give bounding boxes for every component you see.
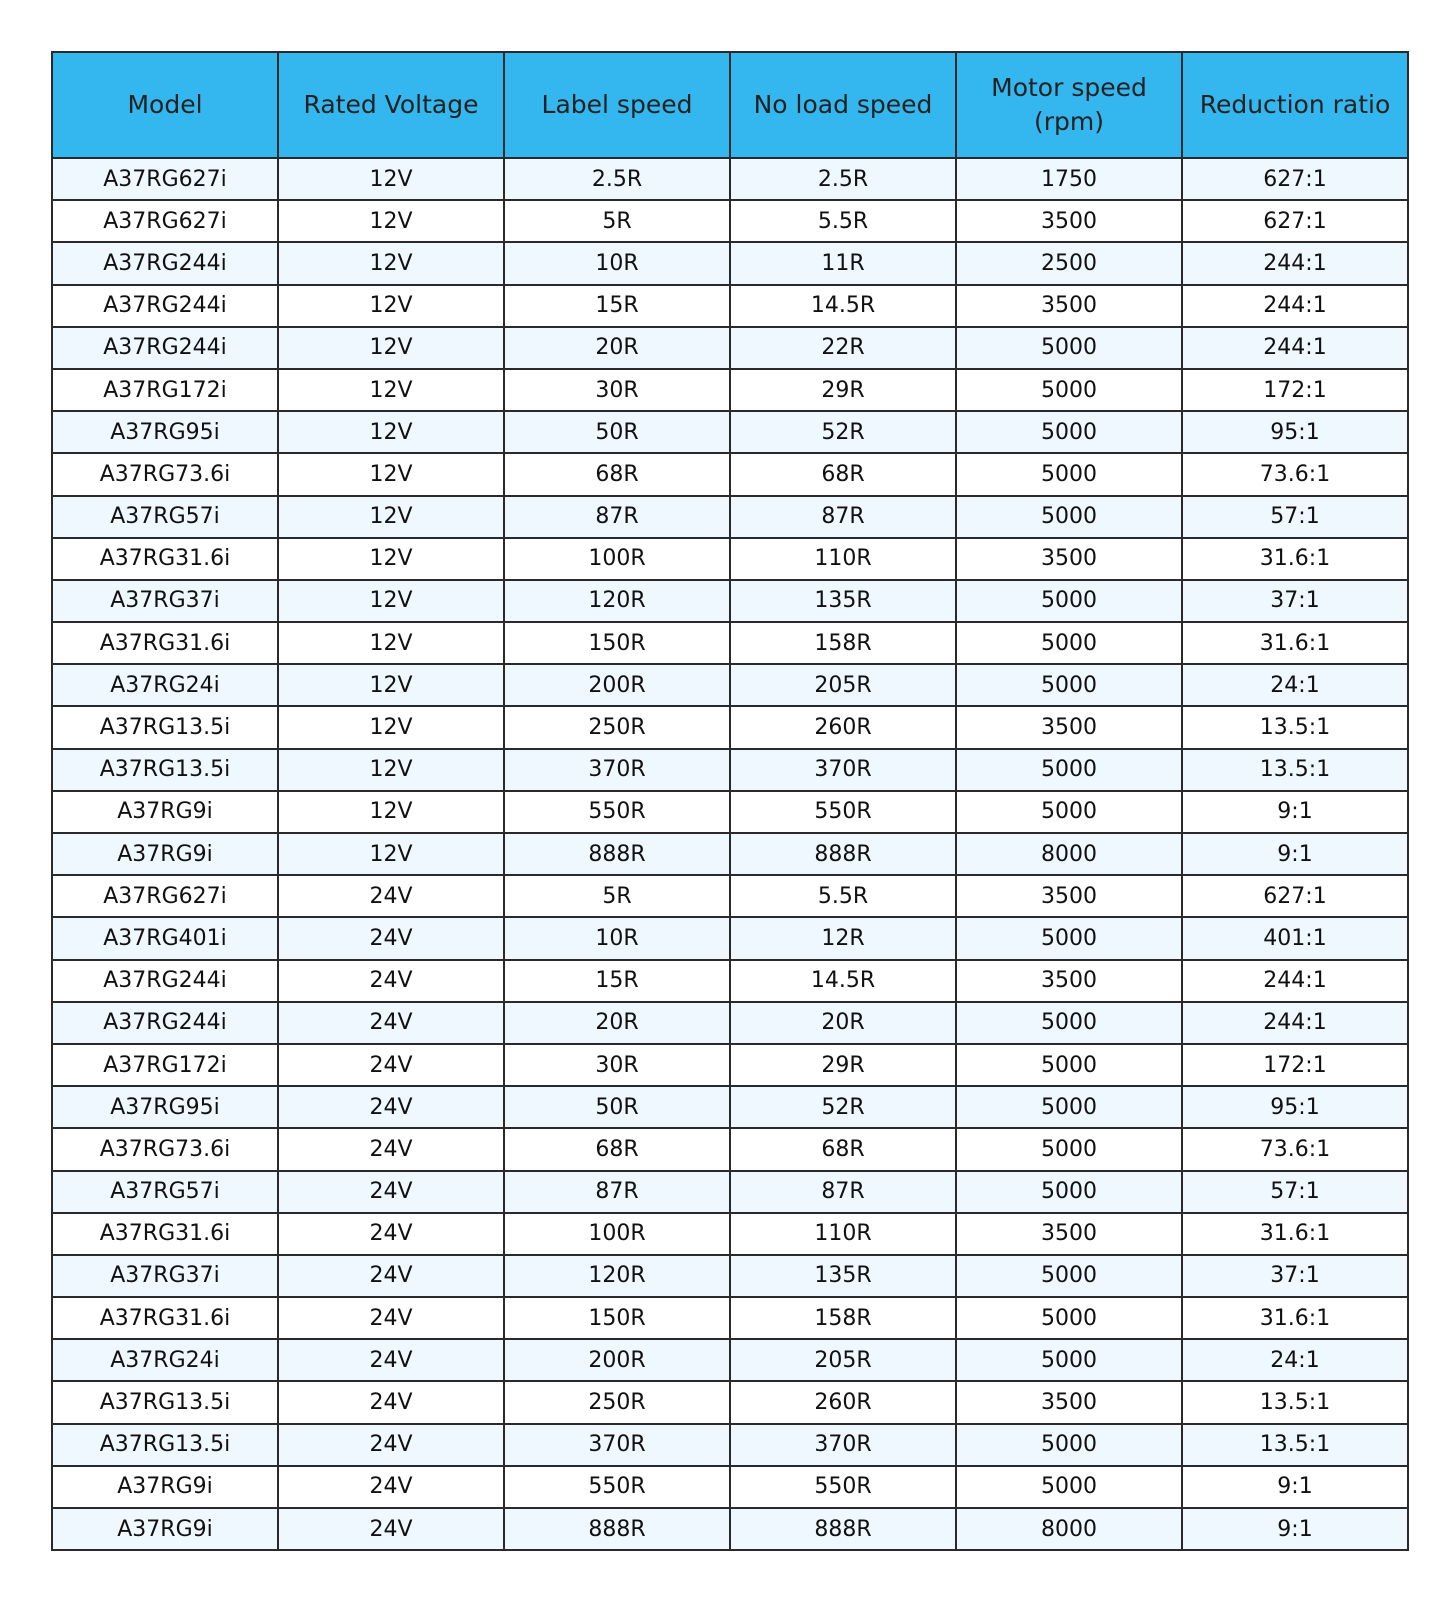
column-header-text: Motor speed [991,73,1147,102]
column-header-model [52,52,278,158]
table-cell-rated-voltage: 24V [278,1508,504,1550]
table-row [52,242,1408,284]
table-row [52,917,1408,959]
table-cell-no-load-speed: 135R [730,580,956,622]
table-cell-label-speed: 550R [504,791,730,833]
table-cell-no-load-speed: 14.5R [730,960,956,1002]
table-cell-reduction-ratio: 627:1 [1182,158,1408,200]
table-row [52,496,1408,538]
table-cell-motor-speed: 3500 [956,1213,1182,1255]
table-row [52,1086,1408,1128]
table-cell-motor-speed: 5000 [956,1128,1182,1170]
table-row [52,1002,1408,1044]
table-cell-rated-voltage: 12V [278,158,504,200]
table-cell-model: A37RG627i [52,158,278,200]
table-cell-label-speed: 2.5R [504,158,730,200]
table-cell-reduction-ratio: 31.6:1 [1182,1213,1408,1255]
table-cell-model: A37RG9i [52,1466,278,1508]
table-cell-model: A37RG244i [52,285,278,327]
table-cell-no-load-speed: 68R [730,1128,956,1170]
table-cell-no-load-speed: 550R [730,791,956,833]
motor-spec-table [51,51,1409,1551]
table-cell-motor-speed: 5000 [956,1002,1182,1044]
table-row [52,664,1408,706]
table-cell-motor-speed: 5000 [956,1466,1182,1508]
table-cell-model: A37RG172i [52,1044,278,1086]
table-cell-no-load-speed: 370R [730,1424,956,1466]
table-cell-reduction-ratio: 31.6:1 [1182,538,1408,580]
table-cell-reduction-ratio: 9:1 [1182,1508,1408,1550]
table-cell-motor-speed: 5000 [956,1086,1182,1128]
table-cell-no-load-speed: 68R [730,453,956,495]
header-row [52,52,1408,158]
table-cell-motor-speed: 8000 [956,833,1182,875]
table-row [52,960,1408,1002]
table-cell-rated-voltage: 24V [278,1213,504,1255]
table-cell-label-speed: 10R [504,242,730,284]
table-cell-rated-voltage: 12V [278,622,504,664]
table-cell-motor-speed: 2500 [956,242,1182,284]
table-cell-reduction-ratio: 627:1 [1182,875,1408,917]
table-body [52,158,1408,1550]
table-cell-model: A37RG57i [52,496,278,538]
table-cell-rated-voltage: 12V [278,749,504,791]
table-cell-rated-voltage: 12V [278,706,504,748]
table-cell-model: A37RG37i [52,580,278,622]
table-cell-rated-voltage: 24V [278,917,504,959]
table-cell-motor-speed: 5000 [956,580,1182,622]
table-cell-no-load-speed: 14.5R [730,285,956,327]
table-cell-rated-voltage: 12V [278,242,504,284]
table-cell-rated-voltage: 24V [278,875,504,917]
table-cell-label-speed: 20R [504,327,730,369]
table-cell-no-load-speed: 12R [730,917,956,959]
table-cell-motor-speed: 5000 [956,917,1182,959]
table-cell-model: A37RG172i [52,369,278,411]
table-cell-label-speed: 370R [504,749,730,791]
table-cell-label-speed: 120R [504,1255,730,1297]
table-cell-label-speed: 15R [504,285,730,327]
table-cell-reduction-ratio: 13.5:1 [1182,706,1408,748]
table-cell-label-speed: 68R [504,453,730,495]
table-cell-label-speed: 5R [504,200,730,242]
table-cell-rated-voltage: 24V [278,1255,504,1297]
column-header-text: Reduction ratio [1199,90,1391,119]
table-cell-label-speed: 10R [504,917,730,959]
table-cell-rated-voltage: 12V [278,580,504,622]
table-cell-reduction-ratio: 9:1 [1182,1466,1408,1508]
table-row [52,1339,1408,1381]
table-cell-reduction-ratio: 24:1 [1182,1339,1408,1381]
table-cell-label-speed: 87R [504,1171,730,1213]
table-row [52,1297,1408,1339]
table-cell-model: A37RG244i [52,242,278,284]
table-row [52,453,1408,495]
table-cell-rated-voltage: 12V [278,453,504,495]
table-cell-no-load-speed: 5.5R [730,200,956,242]
table-row [52,791,1408,833]
table-row [52,1508,1408,1550]
table-cell-rated-voltage: 24V [278,1086,504,1128]
table-row [52,1171,1408,1213]
table-header [52,52,1408,158]
table-cell-reduction-ratio: 627:1 [1182,200,1408,242]
column-header-no-load-speed [730,52,956,158]
table-cell-rated-voltage: 12V [278,664,504,706]
table-cell-model: A37RG24i [52,664,278,706]
table-cell-model: A37RG9i [52,791,278,833]
table-cell-motor-speed: 5000 [956,1255,1182,1297]
table-cell-reduction-ratio: 13.5:1 [1182,1424,1408,1466]
table-cell-reduction-ratio: 57:1 [1182,1171,1408,1213]
table-cell-motor-speed: 5000 [956,369,1182,411]
table-cell-motor-speed: 3500 [956,538,1182,580]
table-cell-reduction-ratio: 31.6:1 [1182,1297,1408,1339]
table-cell-reduction-ratio: 95:1 [1182,1086,1408,1128]
table-cell-rated-voltage: 12V [278,496,504,538]
table-cell-label-speed: 888R [504,1508,730,1550]
table-cell-model: A37RG244i [52,960,278,1002]
table-row [52,622,1408,664]
table-cell-motor-speed: 5000 [956,1297,1182,1339]
table-cell-reduction-ratio: 244:1 [1182,960,1408,1002]
table-cell-label-speed: 150R [504,1297,730,1339]
table-cell-motor-speed: 5000 [956,496,1182,538]
table-cell-no-load-speed: 22R [730,327,956,369]
table-cell-label-speed: 87R [504,496,730,538]
column-header-rated-voltage [278,52,504,158]
table-cell-motor-speed: 5000 [956,791,1182,833]
column-header-reduction-ratio [1182,52,1408,158]
table-cell-no-load-speed: 205R [730,1339,956,1381]
table-cell-model: A37RG24i [52,1339,278,1381]
table-row [52,1424,1408,1466]
table-cell-reduction-ratio: 244:1 [1182,242,1408,284]
table-cell-label-speed: 100R [504,1213,730,1255]
table-cell-no-load-speed: 52R [730,1086,956,1128]
table-row [52,1044,1408,1086]
table-cell-label-speed: 5R [504,875,730,917]
table-cell-model: A37RG9i [52,833,278,875]
column-header-motor-speed [956,52,1182,158]
table-cell-motor-speed: 5000 [956,411,1182,453]
table-row [52,875,1408,917]
table-cell-model: A37RG31.6i [52,1213,278,1255]
table-row [52,369,1408,411]
table-cell-no-load-speed: 110R [730,538,956,580]
table-cell-rated-voltage: 24V [278,1171,504,1213]
table-row [52,1255,1408,1297]
table-cell-model: A37RG9i [52,1508,278,1550]
table-cell-reduction-ratio: 37:1 [1182,580,1408,622]
table-row [52,1128,1408,1170]
table-cell-motor-speed: 5000 [956,1171,1182,1213]
table-cell-no-load-speed: 87R [730,496,956,538]
table-cell-rated-voltage: 24V [278,960,504,1002]
table-cell-reduction-ratio: 9:1 [1182,833,1408,875]
table-cell-no-load-speed: 135R [730,1255,956,1297]
table-cell-reduction-ratio: 244:1 [1182,327,1408,369]
table-cell-rated-voltage: 24V [278,1381,504,1423]
table-cell-model: A37RG95i [52,411,278,453]
table-cell-model: A37RG627i [52,200,278,242]
table-cell-label-speed: 200R [504,1339,730,1381]
table-cell-label-speed: 68R [504,1128,730,1170]
table-cell-rated-voltage: 12V [278,791,504,833]
table-row [52,538,1408,580]
table-cell-no-load-speed: 158R [730,622,956,664]
table-cell-model: A37RG37i [52,1255,278,1297]
table-cell-reduction-ratio: 24:1 [1182,664,1408,706]
table-cell-label-speed: 15R [504,960,730,1002]
column-header-text: Model [127,90,203,119]
table-cell-label-speed: 550R [504,1466,730,1508]
table-row [52,1381,1408,1423]
table-cell-motor-speed: 5000 [956,453,1182,495]
table-cell-motor-speed: 3500 [956,706,1182,748]
table-cell-rated-voltage: 24V [278,1002,504,1044]
table-cell-label-speed: 120R [504,580,730,622]
table-cell-label-speed: 30R [504,1044,730,1086]
table-cell-rated-voltage: 12V [278,200,504,242]
table-cell-rated-voltage: 24V [278,1339,504,1381]
table-cell-motor-speed: 5000 [956,1339,1182,1381]
table-cell-reduction-ratio: 244:1 [1182,285,1408,327]
table-cell-model: A37RG31.6i [52,538,278,580]
table-cell-model: A37RG13.5i [52,749,278,791]
table-cell-no-load-speed: 260R [730,706,956,748]
table-cell-motor-speed: 5000 [956,622,1182,664]
table-cell-rated-voltage: 12V [278,327,504,369]
table-cell-motor-speed: 3500 [956,1381,1182,1423]
table-cell-reduction-ratio: 172:1 [1182,1044,1408,1086]
table-cell-reduction-ratio: 9:1 [1182,791,1408,833]
table-cell-no-load-speed: 29R [730,1044,956,1086]
table-cell-rated-voltage: 12V [278,833,504,875]
table-cell-model: A37RG244i [52,327,278,369]
table-cell-motor-speed: 5000 [956,1044,1182,1086]
table-cell-label-speed: 50R [504,1086,730,1128]
table-cell-label-speed: 30R [504,369,730,411]
table-cell-rated-voltage: 12V [278,285,504,327]
table-cell-model: A37RG13.5i [52,706,278,748]
table-cell-motor-speed: 8000 [956,1508,1182,1550]
table-cell-model: A37RG73.6i [52,1128,278,1170]
table-row [52,411,1408,453]
table-cell-no-load-speed: 205R [730,664,956,706]
table-cell-no-load-speed: 370R [730,749,956,791]
table-row [52,285,1408,327]
table-cell-reduction-ratio: 73.6:1 [1182,1128,1408,1170]
table-cell-no-load-speed: 20R [730,1002,956,1044]
table-cell-label-speed: 370R [504,1424,730,1466]
table-cell-model: A37RG31.6i [52,622,278,664]
table-cell-model: A37RG95i [52,1086,278,1128]
table-cell-no-load-speed: 29R [730,369,956,411]
table-cell-no-load-speed: 11R [730,242,956,284]
table-cell-motor-speed: 5000 [956,1424,1182,1466]
table-cell-reduction-ratio: 57:1 [1182,496,1408,538]
table-cell-model: A37RG73.6i [52,453,278,495]
table-cell-model: A37RG244i [52,1002,278,1044]
table-cell-motor-speed: 3500 [956,875,1182,917]
table-cell-label-speed: 100R [504,538,730,580]
table-cell-label-speed: 250R [504,1381,730,1423]
table-cell-motor-speed: 3500 [956,200,1182,242]
column-header-text: Label speed [541,90,693,119]
table-cell-model: A37RG13.5i [52,1381,278,1423]
table-cell-rated-voltage: 24V [278,1424,504,1466]
table-cell-motor-speed: 3500 [956,285,1182,327]
table-row [52,200,1408,242]
table-cell-motor-speed: 3500 [956,960,1182,1002]
table-cell-label-speed: 50R [504,411,730,453]
table-cell-no-load-speed: 87R [730,1171,956,1213]
column-header-text: (rpm) [1033,107,1104,136]
table-cell-no-load-speed: 52R [730,411,956,453]
table-cell-model: A37RG13.5i [52,1424,278,1466]
table-cell-no-load-speed: 2.5R [730,158,956,200]
table-cell-motor-speed: 1750 [956,158,1182,200]
table-cell-label-speed: 150R [504,622,730,664]
table-cell-rated-voltage: 24V [278,1044,504,1086]
table-cell-no-load-speed: 550R [730,1466,956,1508]
table-cell-no-load-speed: 158R [730,1297,956,1339]
table-cell-no-load-speed: 888R [730,833,956,875]
table-cell-rated-voltage: 12V [278,411,504,453]
table-cell-reduction-ratio: 244:1 [1182,1002,1408,1044]
table-cell-rated-voltage: 12V [278,369,504,411]
table-cell-no-load-speed: 888R [730,1508,956,1550]
table-cell-motor-speed: 5000 [956,327,1182,369]
table-cell-reduction-ratio: 73.6:1 [1182,453,1408,495]
table-cell-rated-voltage: 24V [278,1128,504,1170]
table-cell-model: A37RG57i [52,1171,278,1213]
table-row [52,706,1408,748]
table-cell-reduction-ratio: 172:1 [1182,369,1408,411]
table-cell-label-speed: 888R [504,833,730,875]
table-cell-motor-speed: 5000 [956,749,1182,791]
table-row [52,327,1408,369]
table-cell-motor-speed: 5000 [956,664,1182,706]
table-cell-reduction-ratio: 95:1 [1182,411,1408,453]
table-row [52,749,1408,791]
table-cell-reduction-ratio: 37:1 [1182,1255,1408,1297]
table-cell-reduction-ratio: 13.5:1 [1182,1381,1408,1423]
table-row [52,1466,1408,1508]
table-cell-model: A37RG31.6i [52,1297,278,1339]
table-cell-label-speed: 200R [504,664,730,706]
table-row [52,580,1408,622]
table-row [52,833,1408,875]
table-cell-no-load-speed: 5.5R [730,875,956,917]
table-cell-no-load-speed: 260R [730,1381,956,1423]
table-cell-rated-voltage: 12V [278,538,504,580]
column-header-text: No load speed [753,90,933,119]
table-cell-reduction-ratio: 13.5:1 [1182,749,1408,791]
table-cell-model: A37RG401i [52,917,278,959]
table-cell-no-load-speed: 110R [730,1213,956,1255]
column-header-text: Rated Voltage [303,90,479,119]
table-cell-reduction-ratio: 31.6:1 [1182,622,1408,664]
table-cell-model: A37RG627i [52,875,278,917]
table-cell-label-speed: 20R [504,1002,730,1044]
table-row [52,158,1408,200]
table-cell-label-speed: 250R [504,706,730,748]
table-row [52,1213,1408,1255]
table-cell-rated-voltage: 24V [278,1297,504,1339]
table-cell-reduction-ratio: 401:1 [1182,917,1408,959]
table-cell-rated-voltage: 24V [278,1466,504,1508]
column-header-label-speed [504,52,730,158]
